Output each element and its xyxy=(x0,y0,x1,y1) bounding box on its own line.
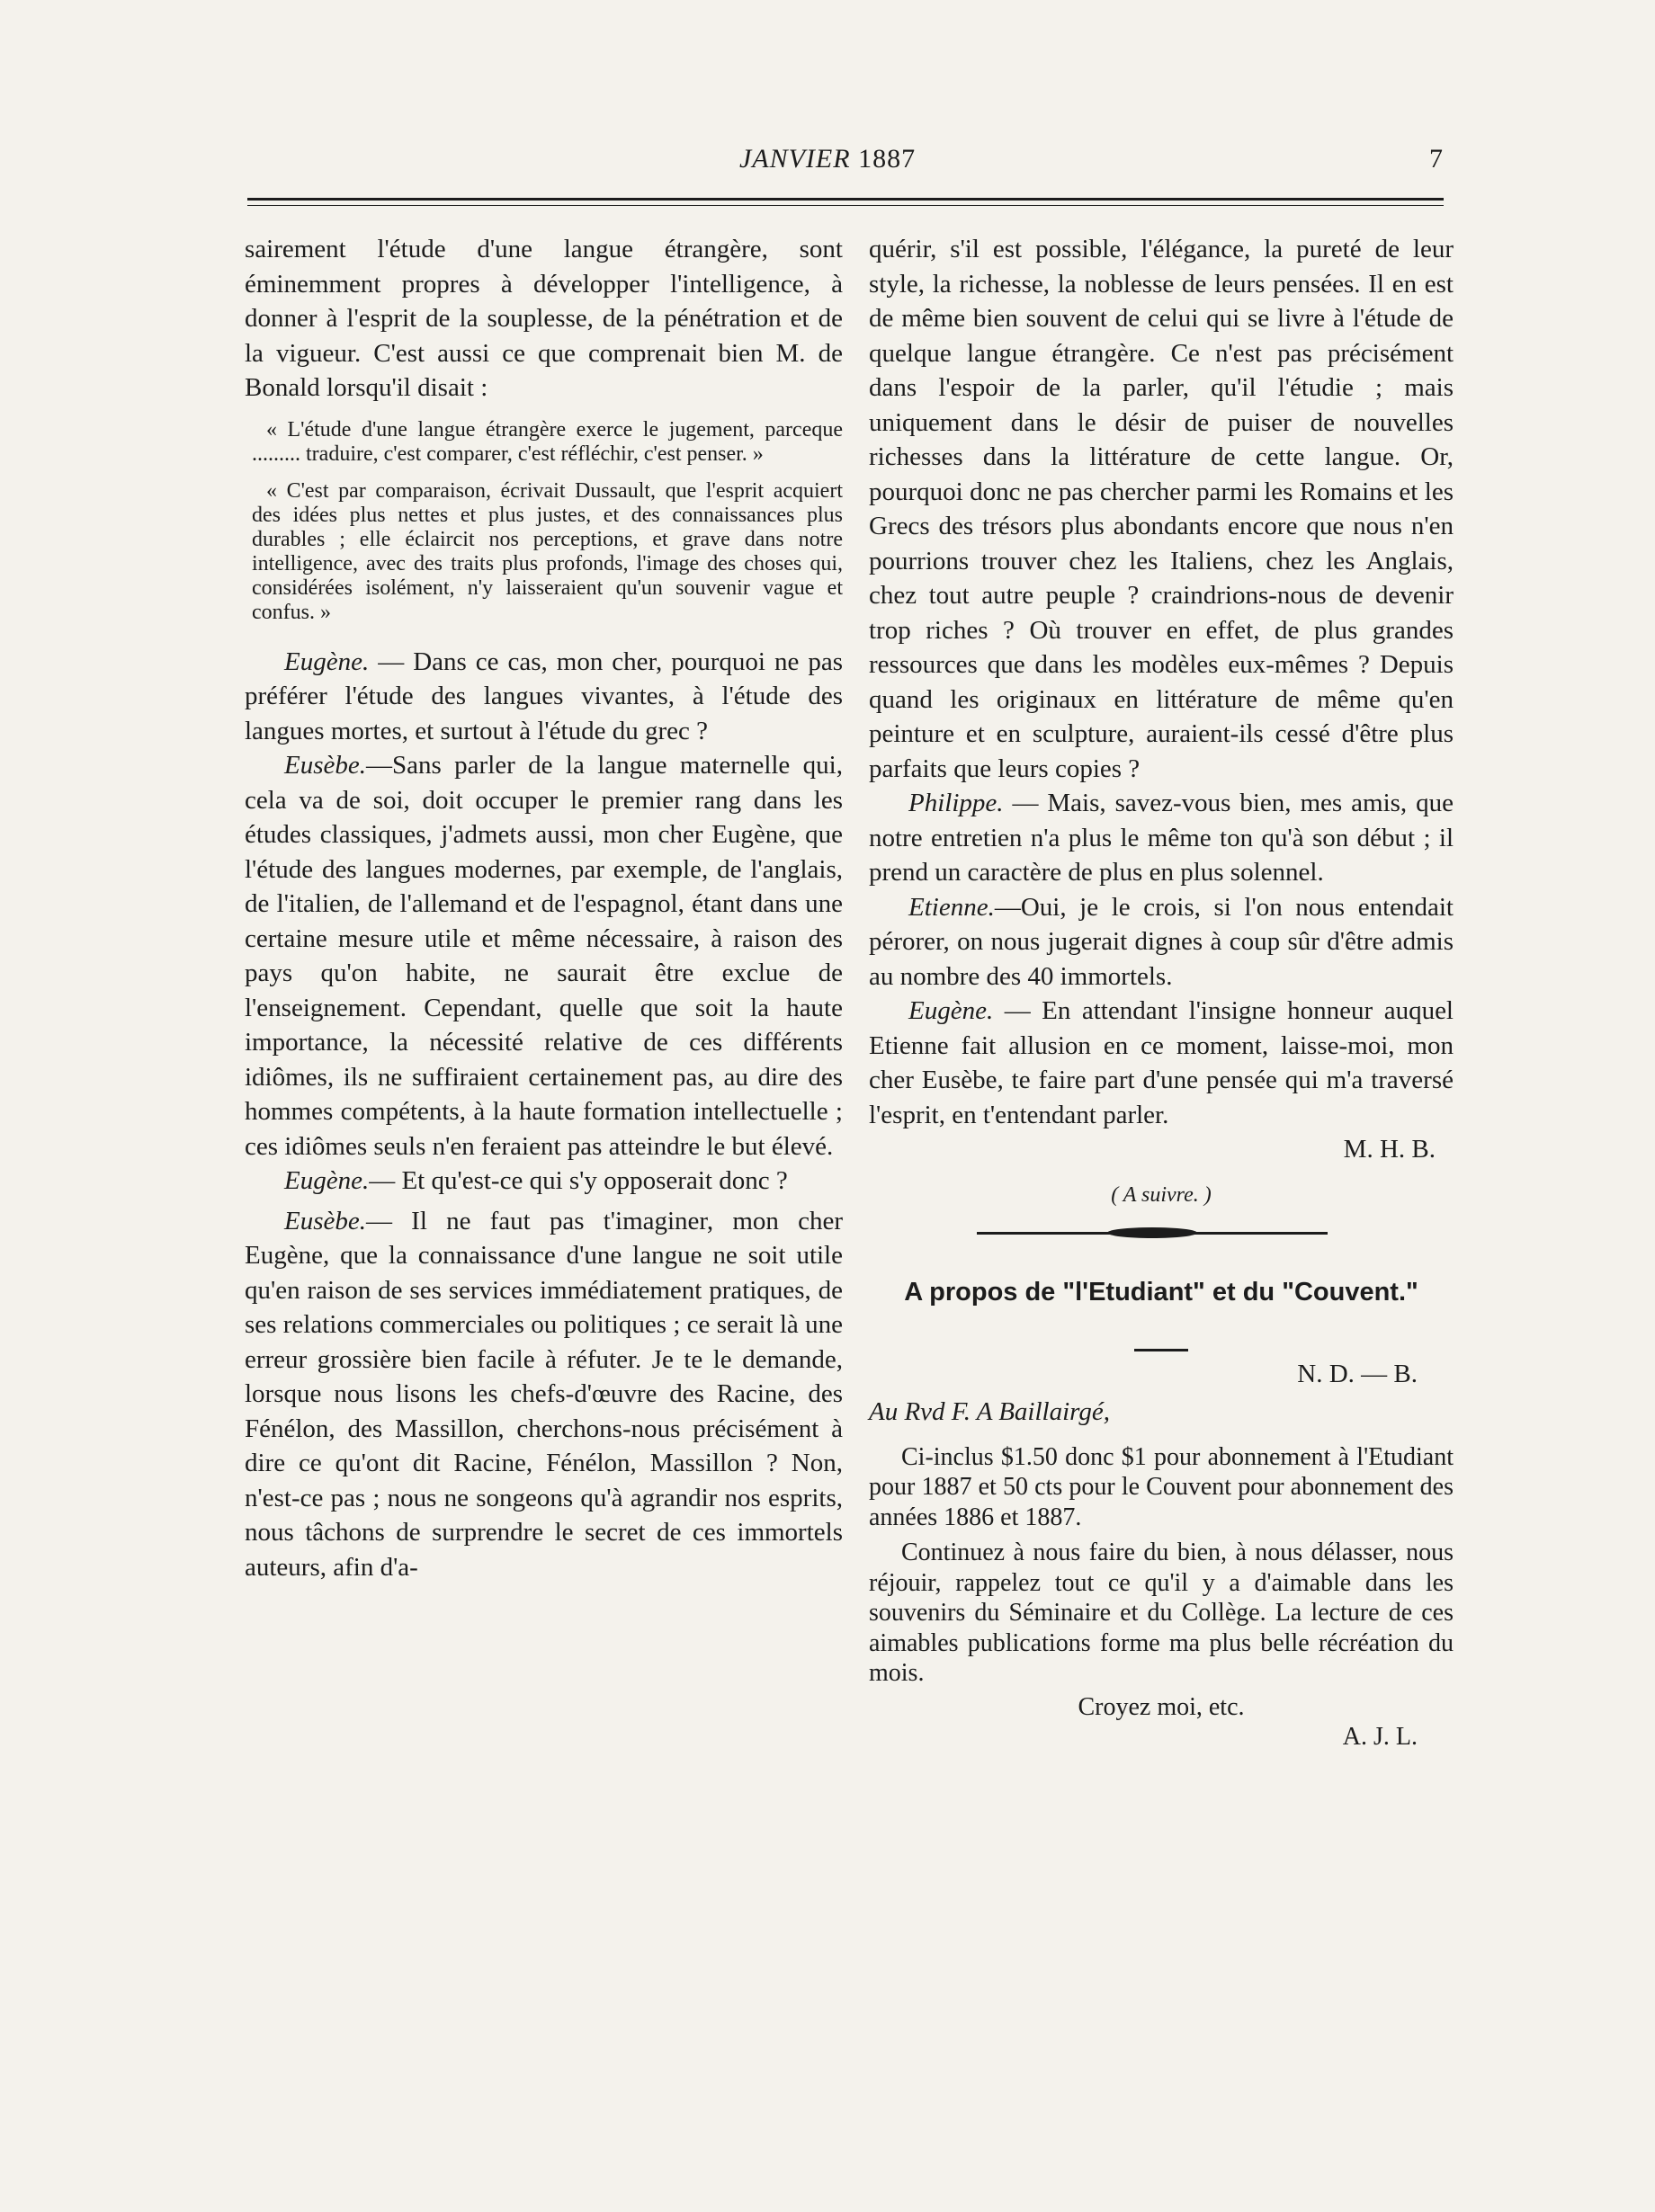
dialogue-eugene xyxy=(245,645,843,749)
page-header-title xyxy=(0,144,1655,174)
dialogue-text: — Mais, savez-vous bien, mes amis, que notre entretien n'a plus le même ton qu'à son début ; il prend un caractère de plus en plus solennel. xyxy=(869,789,1454,887)
quotation-dussault: « C'est par comparaison, écrivait Dussault, que l'esprit acquiert des idées plus nettes et plus justes, et des connaissances plus durables ; elle éclaircit nos perceptions, et grave dans notre intelligence, avec des traits plus profonds, l'image des choses qui, considérées isolément, n'y laisseraient qu'un souvenir vague et confus. » xyxy=(252,478,843,624)
header-year: 1887 xyxy=(858,144,917,174)
dialogue-text: —Sans parler de la langue maternelle qui, cela va de soi, doit occuper le premier rang dans les études classiques, j'admets aussi, mon cher Eugène, que l'étude des langues modernes, par exemple, de l'anglais, de l'italien, de l'allemand et de l'espagnol, étant dans une certaine mesure utile et même nécessaire, à raison des pays qu'on habite, ne saurait être exclue de l'enseignement. Cependant, quelle que soit la haute importance, la nécessité relative de ces différents idiômes, ils ne suffiraient certainement pas, au dire des hommes compétents, à la haute formation intellectuelle ; ces idiômes seuls n'en feraient pas atteindre le but élevé. xyxy=(245,751,843,1161)
dialogue-philippe xyxy=(869,786,1454,890)
dialogue-text: — En attendant l'insigne honneur auquel Etienne fait allusion en ce moment, laisse-moi, mon cher Eusèbe, te faire part d'une pensée qui m'a traversé l'esprit, en t'entendant parler. xyxy=(869,996,1454,1129)
divider-center-mark xyxy=(1107,1227,1197,1238)
short-divider xyxy=(1134,1349,1188,1351)
speaker-name: Eugène. xyxy=(908,996,994,1025)
section-divider-ornament xyxy=(869,1222,1454,1244)
dialogue-eugene xyxy=(245,1164,843,1199)
paragraph: quérir, s'il est possible, l'élégance, la pureté de leur style, la richesse, la noblesse de leurs pensées. Il en est de même bien souvent de celui qui se livre à l'étude de quelque langue étrangère. Ce n'est pas précisément dans l'espoir de la parler, qu'il l'étudie ; mais uniquement dans le désir de puiser de nouvelles richesses dans la littérature de cette langue. Or, pourquoi donc ne pas chercher parmi les Romains et les Grecs des trésors plus abondants encore que nous n'en pourrions trouver chez les Italiens, chez les Anglais, chez tout autre peuple ? craindrions-nous de devenir trop riches ? Où trouver en effet, de plus grandes ressources que dans les modèles eux-mêmes ? Depuis quand les originaux en littérature de même qu'en peinture et en sculpture, auraient-ils cessé d'être plus parfaits que leurs copies ? xyxy=(869,235,1454,783)
letter-initials: A. J. L. xyxy=(1342,1723,1418,1751)
dialogue-eusebe xyxy=(245,1204,843,1585)
header-rule-thin xyxy=(247,205,1444,206)
author-signature: M. H. B. xyxy=(1343,1135,1436,1164)
letter-paragraph: Continuez à nous faire du bien, à nous délasser, nous réjouir, rappelez tout ce qu'il y a d'aimable dans les souvenirs du Séminaire et du Collège. La lecture de ces aimables publications forme ma plus belle récréation du mois. xyxy=(869,1539,1454,1687)
dialogue-eugene xyxy=(869,994,1454,1132)
speaker-name: Etienne. xyxy=(908,892,995,922)
speaker-name: Eugène. xyxy=(284,1166,370,1195)
quotation-bonald: « L'étude d'une langue étrangère exerce le jugement, parceque ......... traduire, c'est comparer, c'est réfléchir, c'est penser. » xyxy=(252,417,843,466)
letter-addressee: Au Rvd F. A Baillairgé, xyxy=(869,1397,1110,1426)
dialogue-text: —Oui, je le crois, si l'on nous entendait pérorer, on nous jugerait dignes à coup sûr d'être admis au nombre des 40 immortels. xyxy=(869,892,1454,991)
speaker-name: Eusèbe. xyxy=(284,1206,366,1235)
letter-paragraph: Ci-inclus $1.50 donc $1 pour abonnement à l'Etudiant pour 1887 et 50 cts pour le Couvent pour abonnement des années 1886 et 1887. xyxy=(869,1442,1454,1531)
letter-place: N. D. — B. xyxy=(1297,1359,1418,1388)
page-number: 7 xyxy=(1429,144,1443,174)
left-column xyxy=(245,232,843,1584)
to-be-continued: ( A suivre. ) xyxy=(1111,1182,1212,1207)
spacer xyxy=(245,625,843,645)
letter-body xyxy=(869,1442,1454,1753)
paragraph: sairement l'étude d'une langue étrangère, sont éminemment propres à développer l'intelligence, à donner à l'esprit de la souplesse, de la pénétration et de la vigueur. C'est aussi ce que comprenait bien M. de Bonald lorsqu'il disait : xyxy=(245,235,843,402)
article-title: A propos de "l'Etudiant" et du "Couvent." xyxy=(904,1277,1418,1307)
right-column xyxy=(869,232,1454,1753)
speaker-name: Eusèbe. xyxy=(284,751,366,780)
header-month: JANVIER xyxy=(738,144,851,174)
dialogue-eusebe xyxy=(245,748,843,1164)
header-rule-thick xyxy=(247,198,1444,201)
speaker-name: Philippe. xyxy=(908,789,1004,817)
speaker-name: Eugène. xyxy=(284,647,370,676)
dialogue-text: — Il ne faut pas t'imaginer, mon cher Eugène, que la connaissance d'une langue ne soit utile qu'en raison de ses services immédiatement pratiques, de ses relations commerciales ou politiques ; ce serait là une erreur grossière bien facile à réfuter. Je te le demande, lorsque nous lisons les chefs-d'œuvre des Racine, des Fénélon, des Massillon, cherchons-nous précisément à dire ce qu'ont dit Racine, Fénélon, Massillon ? Non, n'est-ce pas ; nous ne songeons qu'à agrandir nos esprits, nous tâchons de surprendre le secret de ces immortels auteurs, afin d'a- xyxy=(245,1206,843,1582)
dialogue-text: — Et qu'est-ce qui s'y opposerait donc ? xyxy=(369,1166,788,1195)
dialogue-text: — Dans ce cas, mon cher, pourquoi ne pas préférer l'étude des langues vivantes, à l'étude des langues mortes, et surtout à l'étude du grec ? xyxy=(245,647,843,745)
page-header xyxy=(0,144,1655,180)
letter-closing: Croyez moi, etc. xyxy=(1078,1692,1245,1721)
dialogue-etienne xyxy=(869,890,1454,995)
